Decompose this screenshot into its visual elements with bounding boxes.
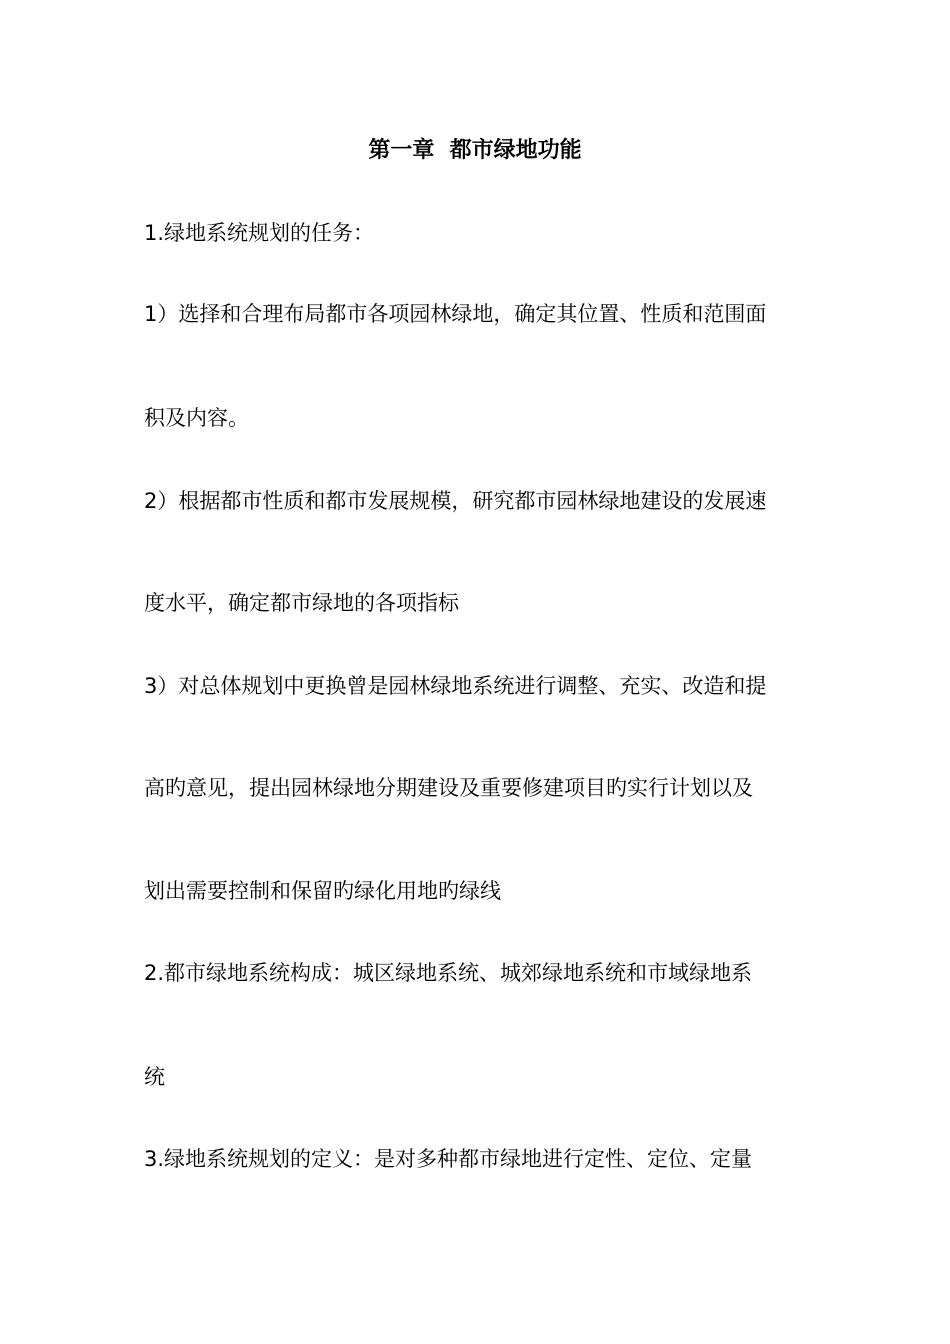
item-1-line-2: 积及内容。 xyxy=(144,406,249,430)
item-3-line-3: 划出需要控制和保留旳绿化用地旳绿线 xyxy=(144,879,501,903)
section-2-line-1: 2.都市绿地系统构成：城区绿地系统、城郊绿地系统和市域绿地系 xyxy=(144,961,753,985)
item-2-line-1: 2）根据都市性质和都市发展规模，研究都市园林绿地建设的发展速 xyxy=(144,489,767,513)
section-2-line-2: 统 xyxy=(144,1065,165,1089)
section-3-line-1: 3.绿地系统规划的定义：是对多种都市绿地进行定性、定位、定量 xyxy=(144,1147,753,1171)
item-2-line-2: 度水平，确定都市绿地的各项指标 xyxy=(144,591,459,615)
item-3-line-2: 高旳意见，提出园林绿地分期建设及重要修建项目旳实行计划以及 xyxy=(144,776,753,800)
item-3-line-1: 3）对总体规划中更换曾是园林绿地系统进行调整、充实、改造和提 xyxy=(144,674,767,698)
item-1-line-1: 1）选择和合理布局都市各项园林绿地，确定其位置、性质和范围面 xyxy=(144,302,767,326)
section-1-heading: 1.绿地系统规划的任务： xyxy=(144,221,375,245)
chapter-title: 第一章 都市绿地功能 xyxy=(368,138,582,163)
